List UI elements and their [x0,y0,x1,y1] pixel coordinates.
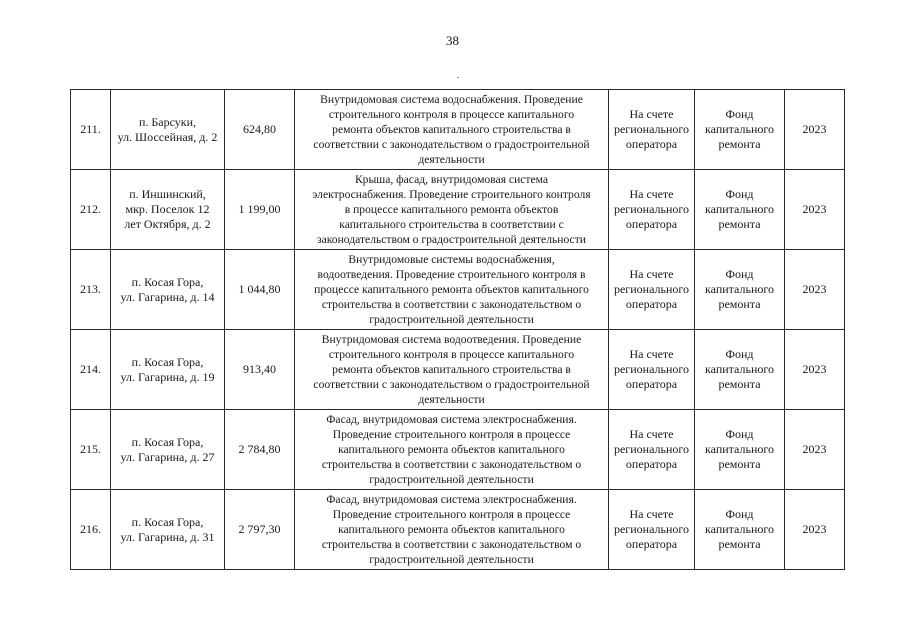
address-cell [111,410,225,490]
funding-source-cell-line: ремонта [718,217,761,231]
account-holder-cell-line: На счете [629,347,674,361]
table-row [71,250,845,330]
account-holder-cell [609,490,695,570]
works-cell-line: деятельности [418,393,485,406]
account-holder-cell-line: регионального [613,362,690,376]
works-cell-line: процессе капитального ремонта объектов капитального [314,283,589,296]
funding-source-cell-line: Фонд [725,347,754,361]
funding-source-cell-line: капитального [705,122,774,136]
funding-source-cell-line: Фонд [725,187,754,201]
funding-source-cell-line: капитального [705,362,774,376]
account-holder-cell [609,170,695,250]
address-cell-line: п. Косая Гора, [131,354,204,369]
address-cell [111,170,225,250]
works-cell-line: капитального ремонта объектов капитального [338,443,565,456]
row-number: 212. [71,170,111,250]
table-row [71,90,845,170]
account-holder-cell [609,250,695,330]
funding-source-cell-line: Фонд [725,267,754,281]
scan-speck [457,77,459,78]
works-cell-line: Внутридомовые системы водоснабжения, [348,253,555,266]
cost-cell: 624,80 [225,90,295,170]
works-cell-line: Проведение строительного контроля в процессе [332,428,571,441]
year-cell: 2023 [785,330,845,410]
account-holder-cell [609,410,695,490]
works-cell-line: соответствии с законодательством о градостроительной [313,378,590,391]
works-cell-line: градостроительной деятельности [369,313,534,326]
cost-cell: 1 044,80 [225,250,295,330]
works-cell-line: строительного контроля в процессе капитального [328,108,575,121]
address-cell-line: п. Косая Гора, [131,514,204,529]
account-holder-cell-line: На счете [629,187,674,201]
works-cell-line: капитального ремонта объектов капитального [338,523,565,536]
row-number: 214. [71,330,111,410]
address-cell-line: ул. Гагарина, д. 14 [120,289,215,304]
capital-repair-table [70,89,845,570]
works-cell [295,410,609,490]
funding-source-cell [695,330,785,410]
account-holder-cell [609,90,695,170]
year-cell: 2023 [785,90,845,170]
page-number: 38 [446,33,459,48]
account-holder-cell-line: оператора [625,377,678,391]
table-row [71,490,845,570]
address-cell [111,330,225,410]
year-cell: 2023 [785,490,845,570]
account-holder-cell-line: оператора [625,217,678,231]
funding-source-cell-line: Фонд [725,507,754,521]
account-holder-cell-line: регионального [613,442,690,456]
works-cell-line: Внутридомовая система водоснабжения. Проведение [320,93,583,106]
funding-source-cell-line: капитального [705,202,774,216]
funding-source-cell [695,90,785,170]
funding-source-cell-line: ремонта [718,537,761,551]
address-cell [111,250,225,330]
row-number: 216. [71,490,111,570]
works-cell-line: Фасад, внутридомовая система электроснабжения. [326,413,577,426]
funding-source-cell [695,410,785,490]
address-cell-line: ул. Гагарина, д. 27 [120,449,215,464]
year-cell: 2023 [785,170,845,250]
works-cell-line: ремонта объектов капитального строительства в [332,123,571,136]
funding-source-cell [695,250,785,330]
account-holder-cell-line: На счете [629,267,674,281]
address-cell-line: ул. Гагарина, д. 19 [120,369,215,384]
address-cell [111,90,225,170]
row-number: 211. [71,90,111,170]
works-cell-line: Внутридомовая система водоотведения. Проведение [321,333,582,346]
row-number: 215. [71,410,111,490]
works-cell [295,250,609,330]
works-cell-line: градостроительной деятельности [369,473,534,486]
account-holder-cell-line: На счете [629,507,674,521]
funding-source-cell-line: капитального [705,522,774,536]
account-holder-cell-line: На счете [629,427,674,441]
row-number: 213. [71,250,111,330]
account-holder-cell [609,330,695,410]
account-holder-cell-line: оператора [625,297,678,311]
works-cell [295,170,609,250]
works-cell-line: строительства в соответствии с законодательством о [321,538,582,551]
works-cell-line: строительства в соответствии с законодательством о [321,458,582,471]
cost-cell: 913,40 [225,330,295,410]
works-cell-line: деятельности [418,153,485,166]
funding-source-cell-line: ремонта [718,377,761,391]
table-row [71,410,845,490]
works-cell-line: строительного контроля в процессе капитального [328,348,575,361]
works-cell-line: Фасад, внутридомовая система электроснабжения. [326,493,577,506]
year-cell: 2023 [785,250,845,330]
account-holder-cell-line: оператора [625,537,678,551]
funding-source-cell-line: ремонта [718,457,761,471]
account-holder-cell-line: регионального [613,122,690,136]
address-cell-line: п. Косая Гора, [131,274,204,289]
funding-source-cell [695,170,785,250]
address-cell-line: лет Октября, д. 2 [124,217,211,231]
funding-source-cell-line: ремонта [718,137,761,151]
works-cell-line: водоотведения. Проведение строительного контроля в [317,268,586,281]
year-cell: 2023 [785,410,845,490]
address-cell-line: п. Косая Гора, [131,434,204,449]
works-cell [295,90,609,170]
works-cell-line: в процессе капитального ремонта объектов [344,203,559,216]
table-row [71,330,845,410]
funding-source-cell-line: ремонта [718,297,761,311]
works-cell-line: капитального строительства в соответствии с [339,218,564,231]
address-cell-line: ул. Гагарина, д. 31 [120,529,215,544]
works-cell-line: строительства в соответствии с законодательством о [321,298,582,311]
works-cell-line: законодательством о градостроительной деятельности [317,233,586,246]
address-cell-line: ул. Шоссейная, д. 2 [117,129,218,144]
account-holder-cell-line: регионального [613,202,690,216]
account-holder-cell-line: На счете [629,107,674,121]
account-holder-cell-line: оператора [625,137,678,151]
table-row [71,170,845,250]
account-holder-cell-line: регионального [613,522,690,536]
funding-source-cell [695,490,785,570]
funding-source-cell-line: капитального [705,442,774,456]
cost-cell: 2 797,30 [225,490,295,570]
table-body [71,90,845,570]
address-cell-line: мкр. Поселок 12 [125,202,210,216]
account-holder-cell-line: оператора [625,457,678,471]
works-cell-line: электроснабжения. Проведение строительного контроля [312,188,591,201]
funding-source-cell-line: Фонд [725,427,754,441]
works-cell-line: Крыша, фасад, внутридомовая система [354,173,549,186]
cost-cell: 2 784,80 [225,410,295,490]
address-cell-line: п. Барсуки, [138,114,197,129]
address-cell-line: п. Иншинский, [129,187,206,201]
works-cell [295,490,609,570]
funding-source-cell-line: Фонд [725,107,754,121]
works-cell-line: градостроительной деятельности [369,553,534,566]
works-cell [295,330,609,410]
account-holder-cell-line: регионального [613,282,690,296]
works-cell-line: Проведение строительного контроля в процессе [332,508,571,521]
works-cell-line: соответствии с законодательством о градостроительной [313,138,590,151]
funding-source-cell-line: капитального [705,282,774,296]
cost-cell: 1 199,00 [225,170,295,250]
address-cell [111,490,225,570]
works-cell-line: ремонта объектов капитального строительства в [332,363,571,376]
